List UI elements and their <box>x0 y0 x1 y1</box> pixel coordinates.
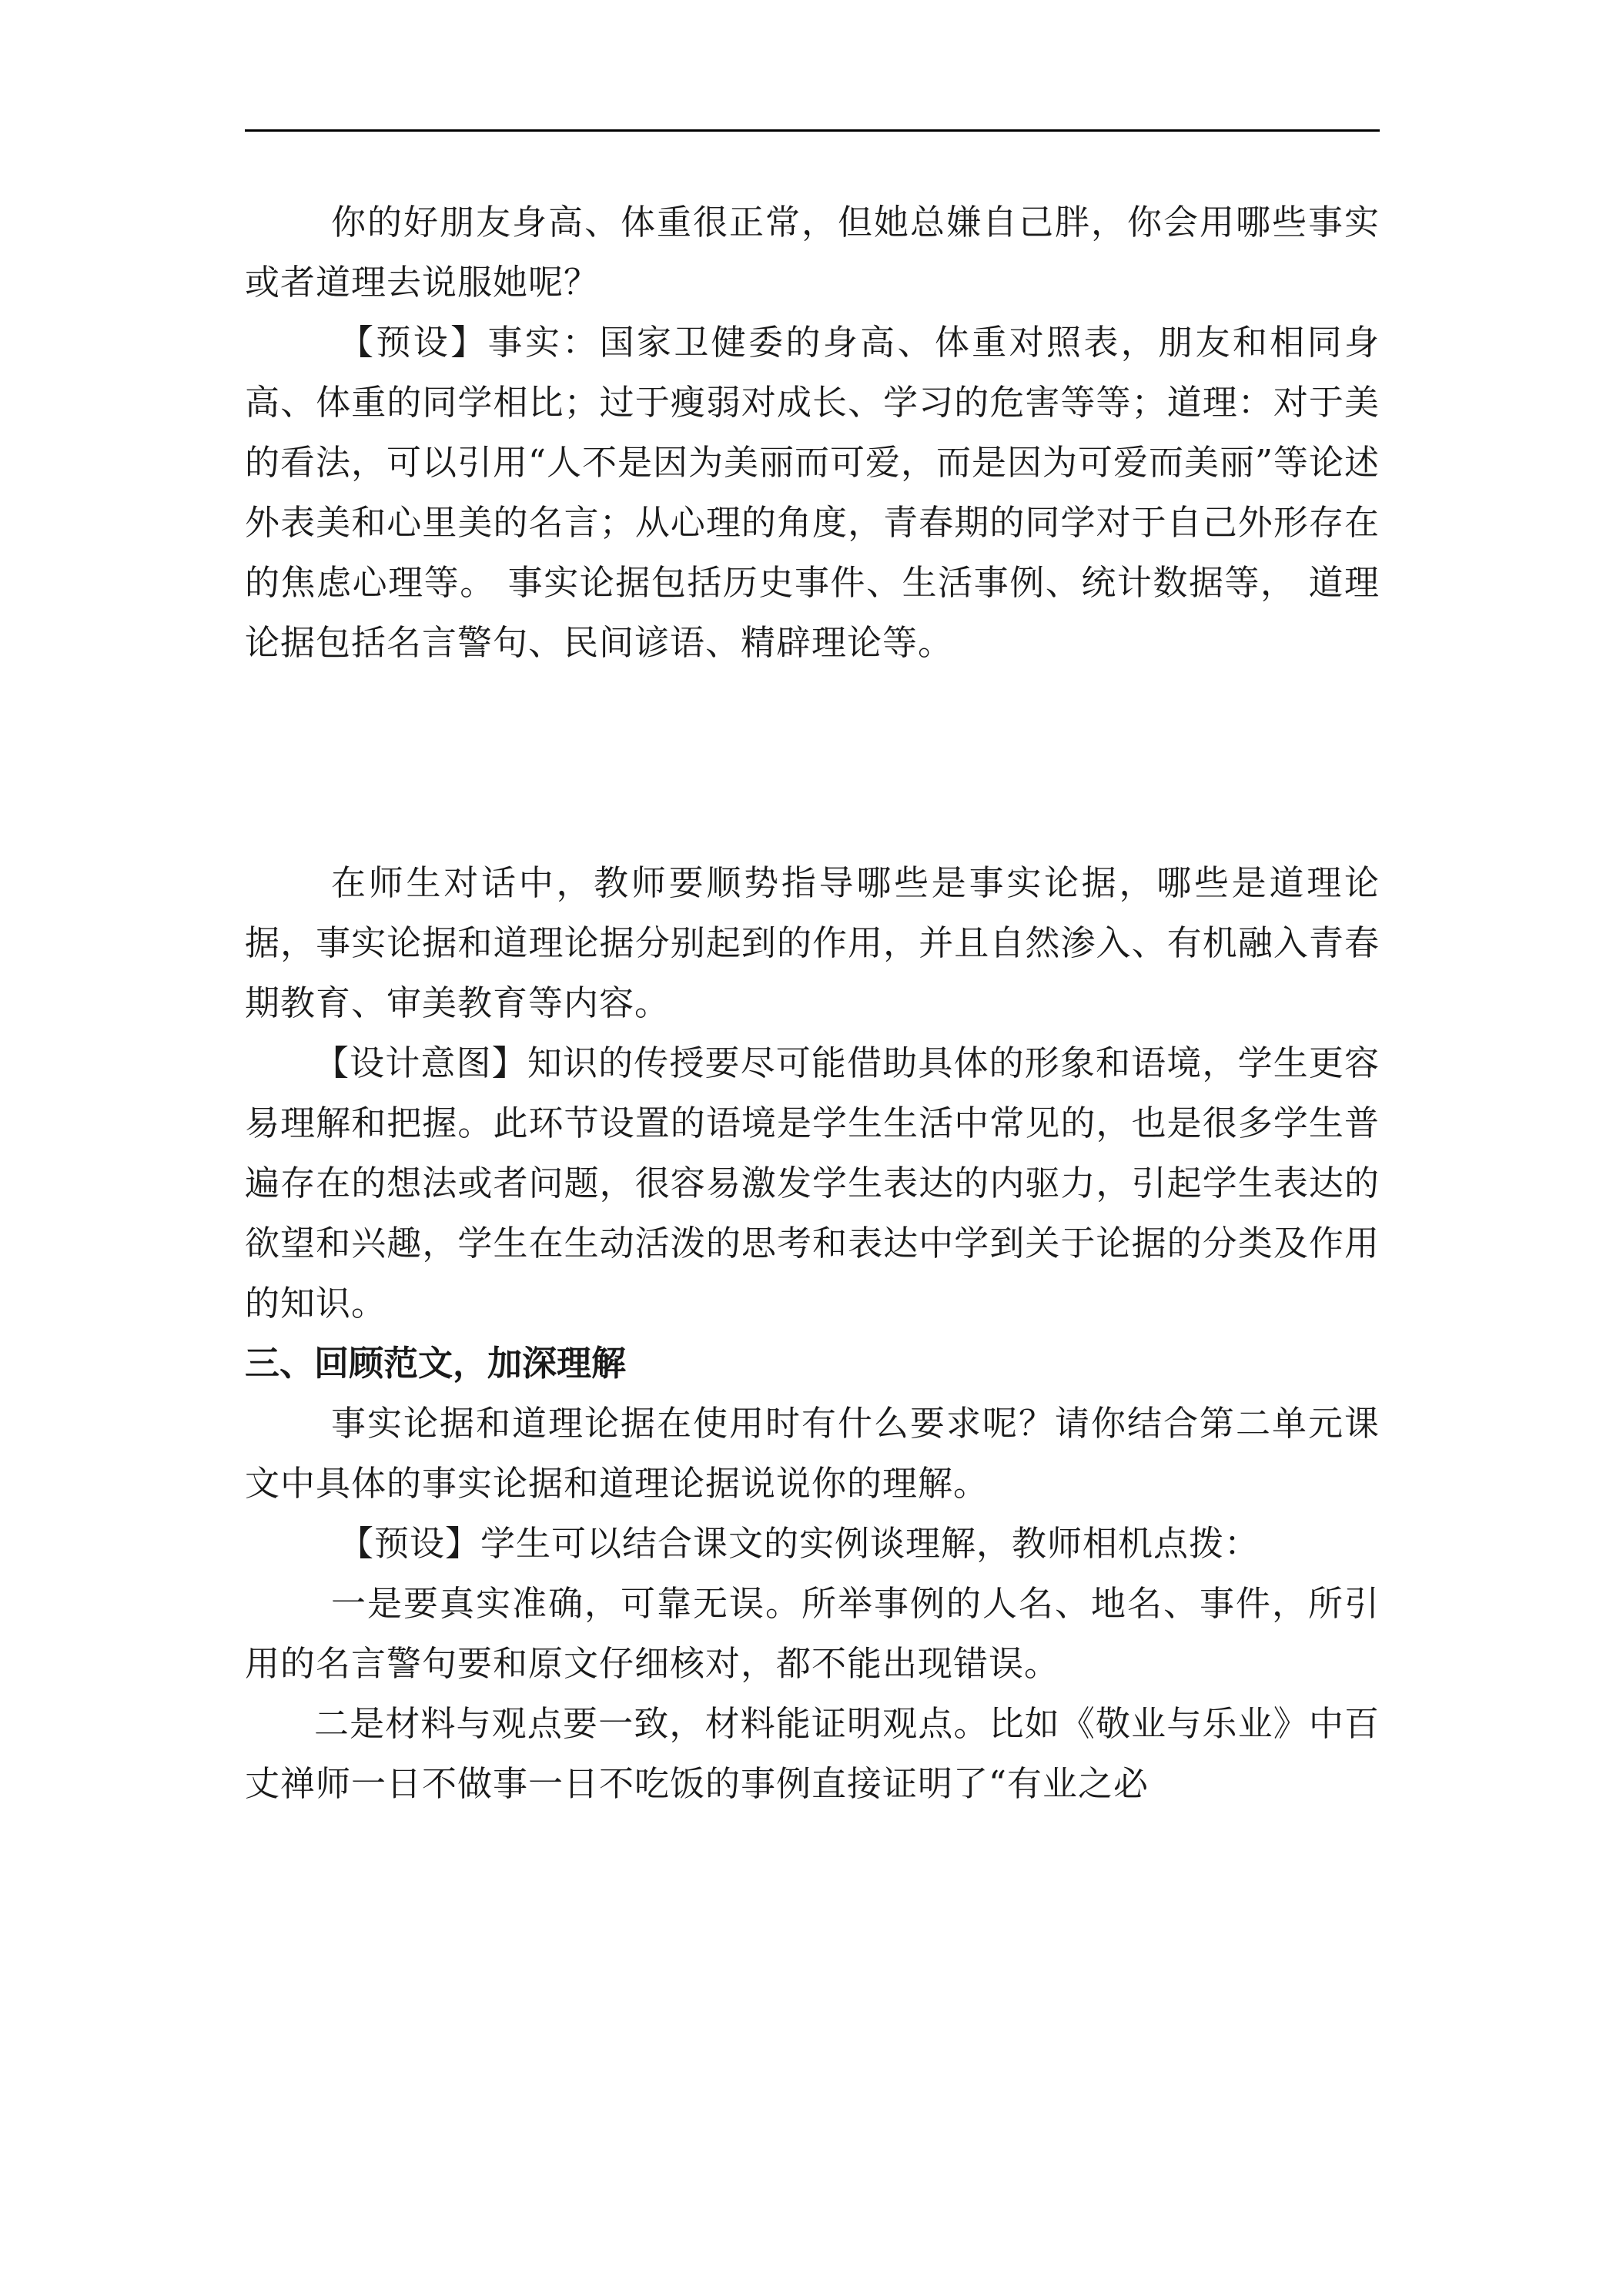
paragraph-teacher-dialogue: 在师生对话中，教师要顺势指导哪些是事实论据，哪些是道理论据，事实论据和道理论据分别起到的作用，并且自然渗入、有机融入青春期教育、审美教育等内容。 <box>245 862 1380 1023</box>
paragraph-preset-facts: 【预设】事实：国家卫健委的身高、体重对照表，朋友和相同身高、体重的同学相比；过于瘦弱对成长、学习的危害等等；道理：对于美的看法，可以引用“人不是因为美丽而可爱，而是因为可爱而美丽”等论述外表美和心里美的名言；从心理的角度，青春期的同学对于自己外形存在的焦虑心理等。 事实论据包括历史事件、生活事例、统计数据等， 道理论据包括名言警句、民间谚语、精辟理论等。 <box>245 322 1380 663</box>
header-rule <box>245 129 1380 132</box>
paragraph-point-one: 一是要真实准确，可靠无误。所举事例的人名、地名、事件，所引用的名言警句要和原文仔细核对，都不能出现错误。 <box>245 1583 1380 1684</box>
paragraph-design-intent: 【设计意图】知识的传授要尽可能借助具体的形象和语境，学生更容易理解和把握。此环节设置的语境是学生生活中常见的，也是很多学生普遍存在的想法或者问题，很容易激发学生表达的内驱力，引起学生表达的欲望和兴趣，学生在生动活泼的思考和表达中学到关于论据的分类及作用的知识。 <box>245 1043 1380 1324</box>
paragraph-preset-students: 【预设】学生可以结合课文的实例谈理解，教师相机点拨： <box>339 1523 1260 1564</box>
paragraph-requirements-question: 事实论据和道理论据在使用时有什么要求呢？请你结合第二单元课文中具体的事实论据和道理论据说说你的理解。 <box>245 1403 1380 1504</box>
paragraph-question: 你的好朋友身高、体重很正常，但她总嫌自己胖，你会用哪些事实或者道理去说服她呢？ <box>245 202 1380 303</box>
paragraph-point-two: 二是材料与观点要一致，材料能证明观点。比如《敬业与乐业》中百丈禅师一日不做事一日不吃饭的事例直接证明了“有业之必 <box>245 1703 1380 1804</box>
section-heading-review: 三、回顾范文，加深理解 <box>245 1343 627 1384</box>
